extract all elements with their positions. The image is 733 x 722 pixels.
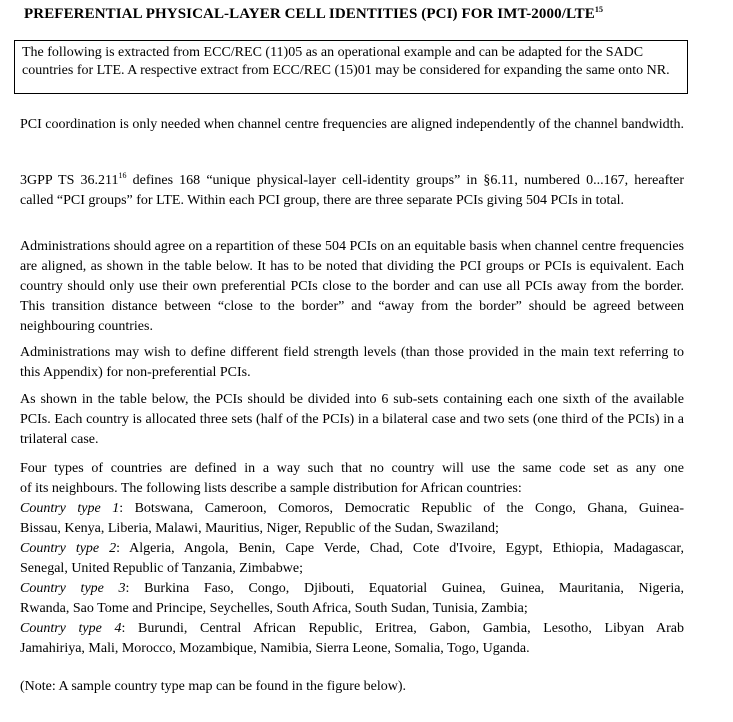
footnote-ref-16[interactable]: 16	[118, 171, 127, 180]
country-type-2-line-1	[20, 539, 684, 559]
country-type-4-label: Country type 4	[20, 621, 122, 636]
paragraph-text: As shown in the table below, the PCIs should be divided into 6 sub-sets containing each one sixth of the available PCIs. Each country is allocated three sets (half of the PCIs) in a bilateral case and two sets (one third of the PCIs) in a trilateral case.	[20, 392, 684, 447]
paragraph-pci-coordination	[20, 115, 684, 135]
countries-intro-line-2: of its neighbours. The following lists describe a sample distribution for African countries:	[20, 481, 522, 496]
paragraph-3gpp-definition	[20, 171, 684, 211]
paragraph-text-start: 3GPP TS 36.211	[20, 173, 119, 188]
country-type-2-label: Country type 2	[20, 541, 117, 556]
document-title	[24, 5, 714, 23]
country-type-1-label: Country type 1	[20, 501, 120, 516]
paragraph-field-strength	[20, 343, 684, 383]
paragraph-text: Administrations may wish to define different field strength levels (than those provided in the main text referring to this Appendix) for non-preferential PCIs.	[20, 345, 684, 380]
paragraph-text-rest: defines 168 “unique physical-layer cell-identity groups” in §6.11, numbered 0...167, hereafter called “PCI groups” for LTE. Within each PCI group, there are three separate PCIs giving 504 PCIs in total.	[20, 173, 685, 208]
paragraph-subsets	[20, 390, 684, 450]
country-type-4-list-start: : Burundi, Central African Republic, Eritrea, Gabon, Gambia, Lesotho, Libyan Arab	[121, 621, 684, 636]
title-footnote-ref[interactable]: 15	[594, 5, 604, 14]
paragraph-text: Administrations should agree on a repartition of these 504 PCIs on an equitable basis when channel centre frequencies are aligned, as shown in the table below. It has to be noted that dividing the PCI groups or PCIs is equivalent. Each country should only use their own preferential PCIs close to the border and can use all PCIs away from the border. This transition distance between “close to the border” and “away from the border” should be agreed between neighbouring countries.	[20, 239, 684, 334]
country-type-1-line-2: Bissau, Kenya, Liberia, Malawi, Mauritius, Niger, Republic of the Sudan, Swaziland;	[20, 521, 499, 536]
country-type-4-line-1	[20, 619, 684, 639]
countries-intro-line-1: Four types of countries are defined in a way such that no country will use the same code set as any one	[20, 461, 684, 476]
country-type-1-line-1	[20, 499, 684, 519]
extract-note-box	[14, 40, 688, 94]
country-type-4-line-2: Jamahiriya, Mali, Morocco, Mozambique, Namibia, Sierra Leone, Somalia, Togo, Uganda.	[20, 641, 530, 656]
country-type-3-line-1	[20, 579, 684, 599]
country-type-3-label: Country type 3	[20, 581, 126, 596]
country-type-3-line-2: Rwanda, Sao Tome and Principe, Seychelles, South Africa, South Sudan, Tunisia, Zambia;	[20, 601, 528, 616]
title-text: PREFERENTIAL PHYSICAL-LAYER CELL IDENTITIES (PCI) FOR IMT-2000/LTE	[24, 6, 595, 22]
extract-note-text: The following is extracted from ECC/REC (11)05 as an operational example and can be adapted for the SADC countries for LTE. A respective extract from ECC/REC (15)01 may be considered for expanding the same onto NR.	[22, 45, 670, 78]
country-type-3-list-start: : Burkina Faso, Congo, Djibouti, Equatorial Guinea, Guinea, Mauritania, Nigeria,	[125, 581, 684, 596]
country-type-2-line-2: Senegal, United Republic of Tanzania, Zimbabwe;	[20, 561, 303, 576]
country-type-2-list-start: : Algeria, Angola, Benin, Cape Verde, Chad, Cote d'Ivoire, Egypt, Ethiopia, Madagascar,	[116, 541, 684, 556]
paragraph-repartition	[20, 237, 684, 337]
map-note: (Note: A sample country type map can be found in the figure below).	[20, 679, 407, 694]
country-type-1-list-start: : Botswana, Cameroon, Comoros, Democratic Republic of the Congo, Ghana, Guinea-	[119, 501, 684, 516]
paragraph-text: PCI coordination is only needed when channel centre frequencies are aligned independently of the channel bandwidth.	[20, 117, 684, 132]
